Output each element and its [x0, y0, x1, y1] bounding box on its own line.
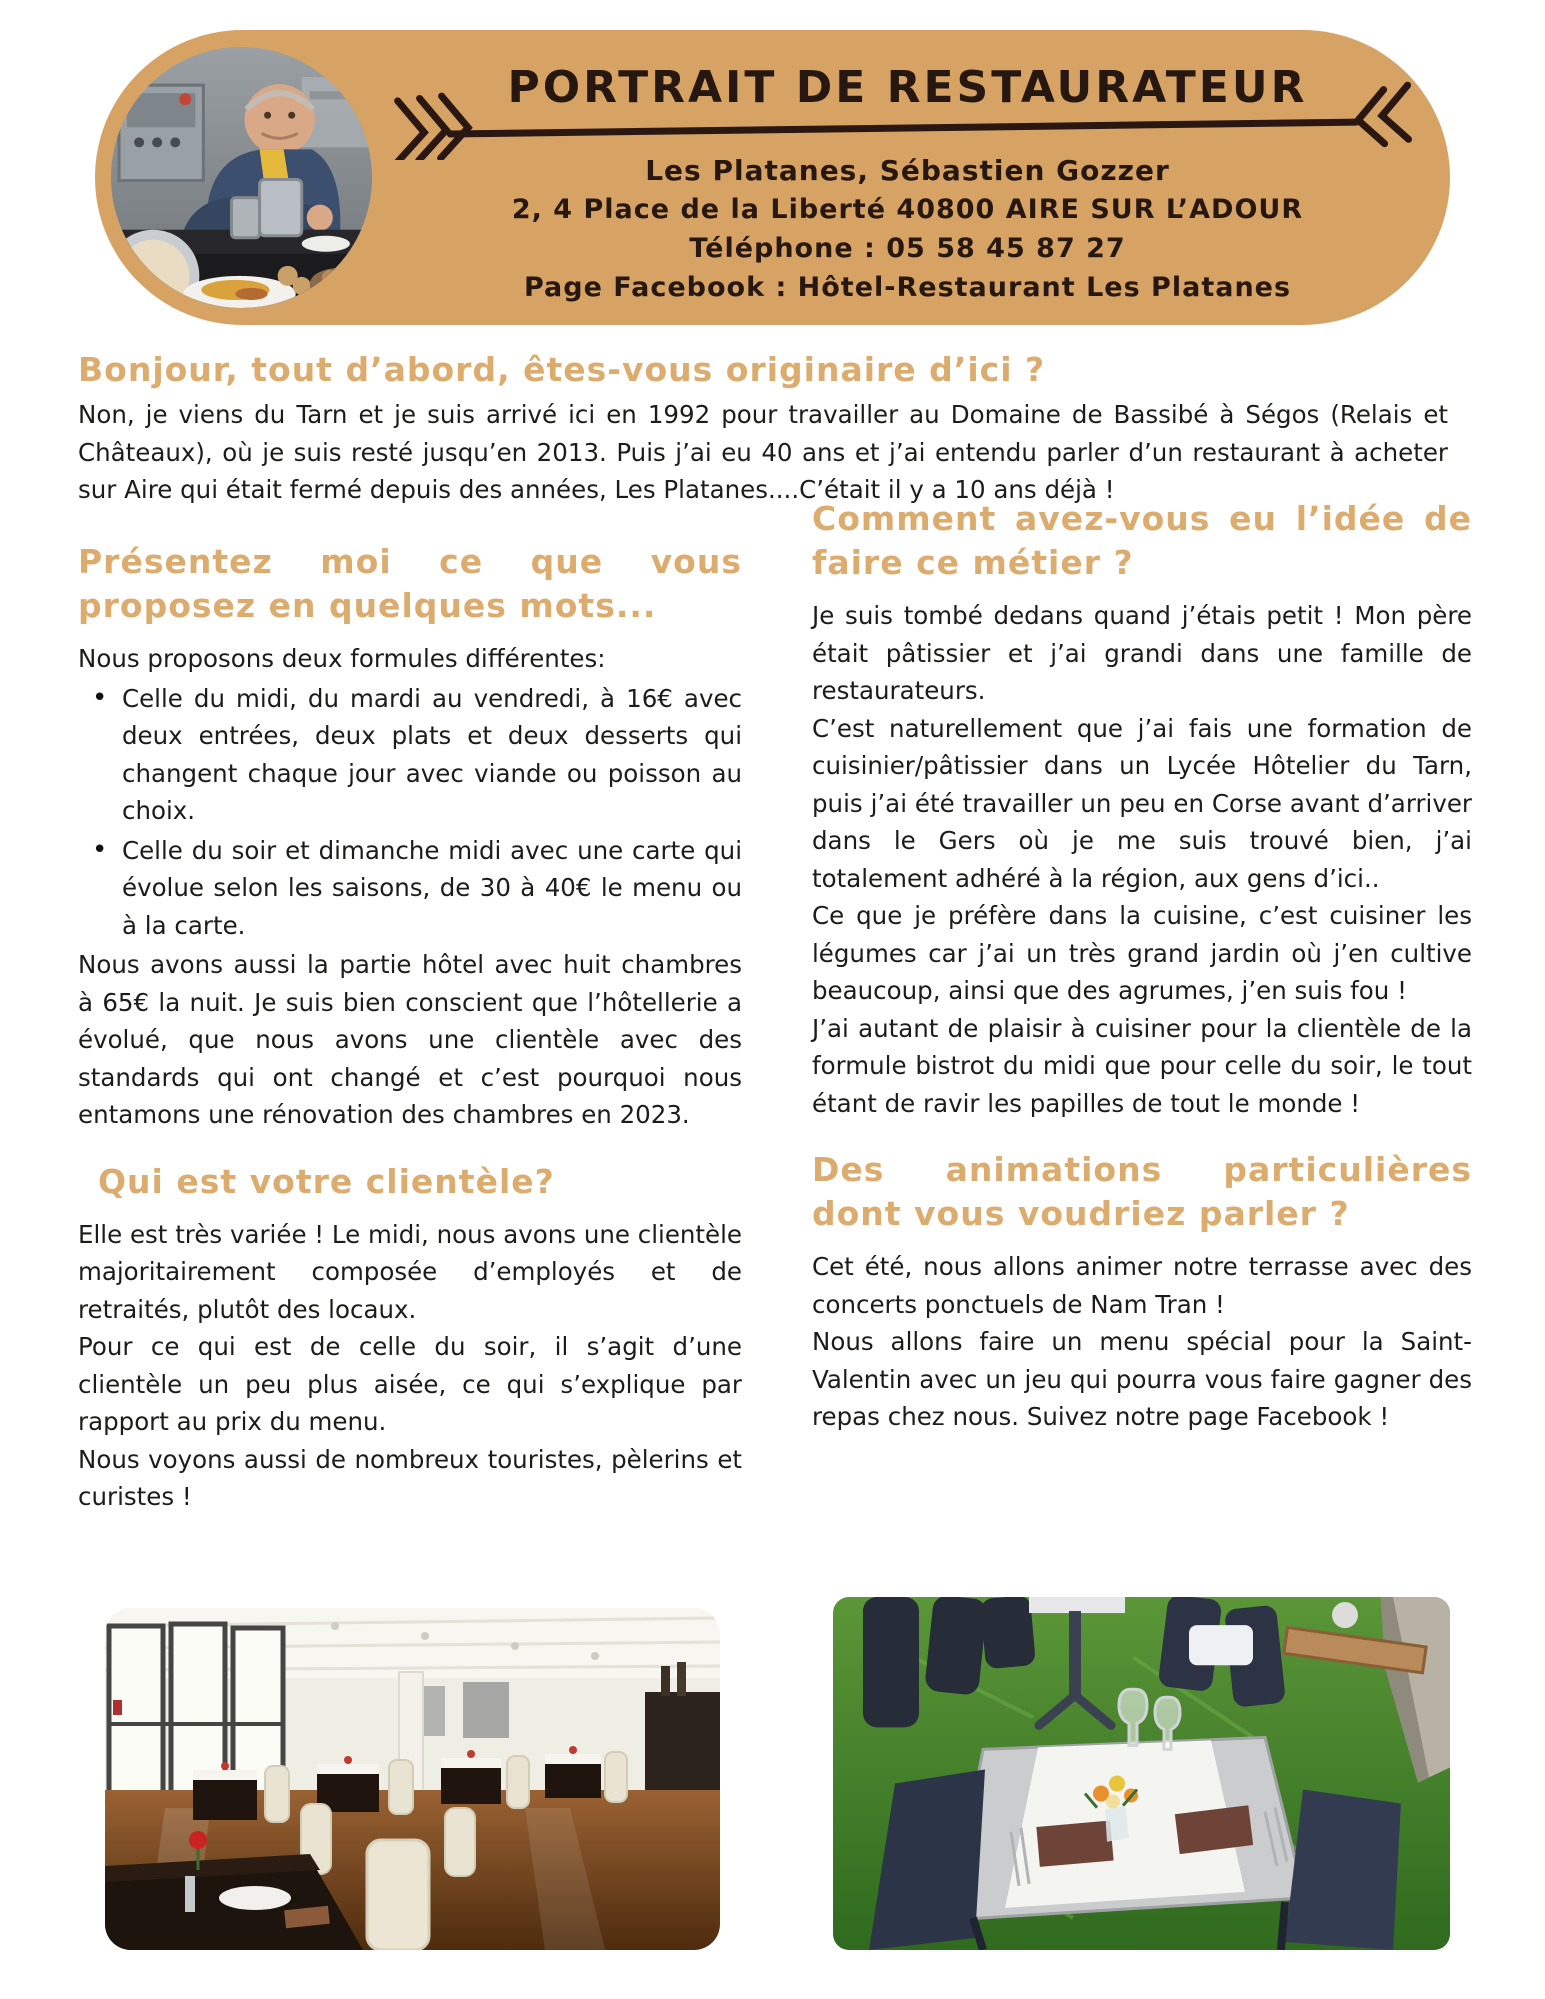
offer-hotel-paragraph: Nous avons aussi la partie hôtel avec huit chambres à 65€ la nuit. Je suis bien conscient que l’hôtellerie a évolué, que nous avons une clientèle avec des standards qui ont changé et c’est pourquoi nous entamons une rénovation des chambres en 2023. — [78, 950, 742, 1129]
clientele-paragraph-2: Pour ce qui est de celle du soir, il s’agit d’une clientèle un peu plus aisée, ce qui s’explique par rapport au prix du menu. — [78, 1332, 742, 1436]
question-animations-heading: Des animations particulières dont vous voudriez parler ? — [812, 1150, 1472, 1233]
offer-intro: Nous proposons deux formules différentes: — [78, 644, 606, 673]
career-paragraph-3: Ce que je préfère dans la cuisine, c’est cuisiner les légumes car j’ai un très grand jardin où j’en cultive beaucoup, ainsi que des agrumes, j’en suis fou ! — [812, 901, 1472, 1005]
header-title-row — [390, 52, 1425, 152]
clientele-paragraph-3: Nous voyons aussi de nombreux touristes, pèlerins et curistes ! — [78, 1444, 742, 1511]
terrace-photo — [833, 1597, 1450, 1950]
career-paragraph-1: Je suis tombé dedans quand j’étais petit ! Mon père était pâtissier et j’ai grandi dans une famille de restaurateurs. — [812, 601, 1472, 705]
header-banner — [95, 30, 1450, 325]
career-paragraph-4: J’ai autant de plaisir à cuisiner pour la clientèle de la formule bistrot du midi que pour celle du soir, le tout étant de ravir les papilles de tout le monde ! — [812, 1013, 1472, 1118]
question-career-heading: Comment avez-vous eu l’idée de faire ce métier ? — [812, 499, 1472, 582]
animations-paragraph-2: Nous allons faire un menu spécial pour la Saint-Valentin avec un jeu qui pourra vous faire gagner des repas chez nous. Suivez notre page Facebook ! — [812, 1327, 1472, 1431]
offer-bullet-dinner: • Celle du soir et dimanche midi avec une carte qui évolue selon les saisons, de 30 à 40€ le menu ou à la carte. — [122, 832, 742, 945]
terrace-illustration — [833, 1597, 1450, 1950]
dining-room-photo — [105, 1608, 720, 1950]
restaurant-name: Les Platanes, Sébastien Gozzer — [645, 154, 1170, 187]
animations-paragraph-1: Cet été, nous allons animer notre terrasse avec des concerts ponctuels de Nam Tran ! — [812, 1252, 1472, 1319]
restaurant-facebook: Page Facebook : Hôtel-Restaurant Les Platanes — [523, 272, 1292, 303]
question-offer-heading: Présentez moi ce que vous proposez en quelques mots... — [78, 542, 742, 625]
answer-origin-paragraph: Non, je viens du Tarn et je suis arrivé ici en 1992 pour travailler au Domaine de Bassibé à Ségos (Relais et Châteaux), où je suis resté jusqu’en 2013. Puis j’ai eu 40 ans et j’ai entendu parler d’un restaurant à acheter sur Aire qui était fermé depuis des années, Les Platanes....C’était il y a 10 ans déjà ! — [78, 400, 1448, 504]
question-origin-heading: Bonjour, tout d’abord, êtes-vous originaire d’ici ? — [78, 350, 1046, 389]
right-column — [812, 497, 1472, 1436]
header-text-block — [390, 52, 1425, 304]
dining-room-illustration — [105, 1608, 720, 1950]
offer-bullet-list — [78, 680, 742, 945]
answer-origin — [78, 396, 1448, 509]
question-clientele-heading: Qui est votre clientèle? — [98, 1161, 555, 1201]
page-title: PORTRAIT DE RESTAURATEUR — [507, 62, 1308, 113]
offer-bullet-lunch: • Celle du midi, du mardi au vendredi, à 16€ avec deux entrées, deux plats et deux desserts qui changent chaque jour avec viande ou poisson au choix. — [122, 680, 742, 830]
left-column — [78, 540, 742, 1516]
chef-photo-illustration — [111, 47, 372, 308]
restaurant-address: 2, 4 Place de la Liberté 40800 AIRE SUR L’ADOUR — [511, 194, 1304, 225]
restaurant-phone: Téléphone : 05 58 45 87 27 — [689, 233, 1126, 264]
chef-portrait-photo — [111, 47, 372, 308]
clientele-paragraph-1: Elle est très variée ! Le midi, nous avons une clientèle majoritairement composée d’employés et de retraités, plutôt des locaux. — [78, 1219, 742, 1324]
career-paragraph-2: C’est naturellement que j’ai fais une formation de cuisinier/pâtissier dans un Lycée Hôtelier du Tarn, puis j’ai été travailler un peu en Corse avant d’arriver dans le Gers où je me suis trouvé bien, j’ai totalement adhéré à la région, aux gens d’ici.. — [812, 713, 1472, 893]
